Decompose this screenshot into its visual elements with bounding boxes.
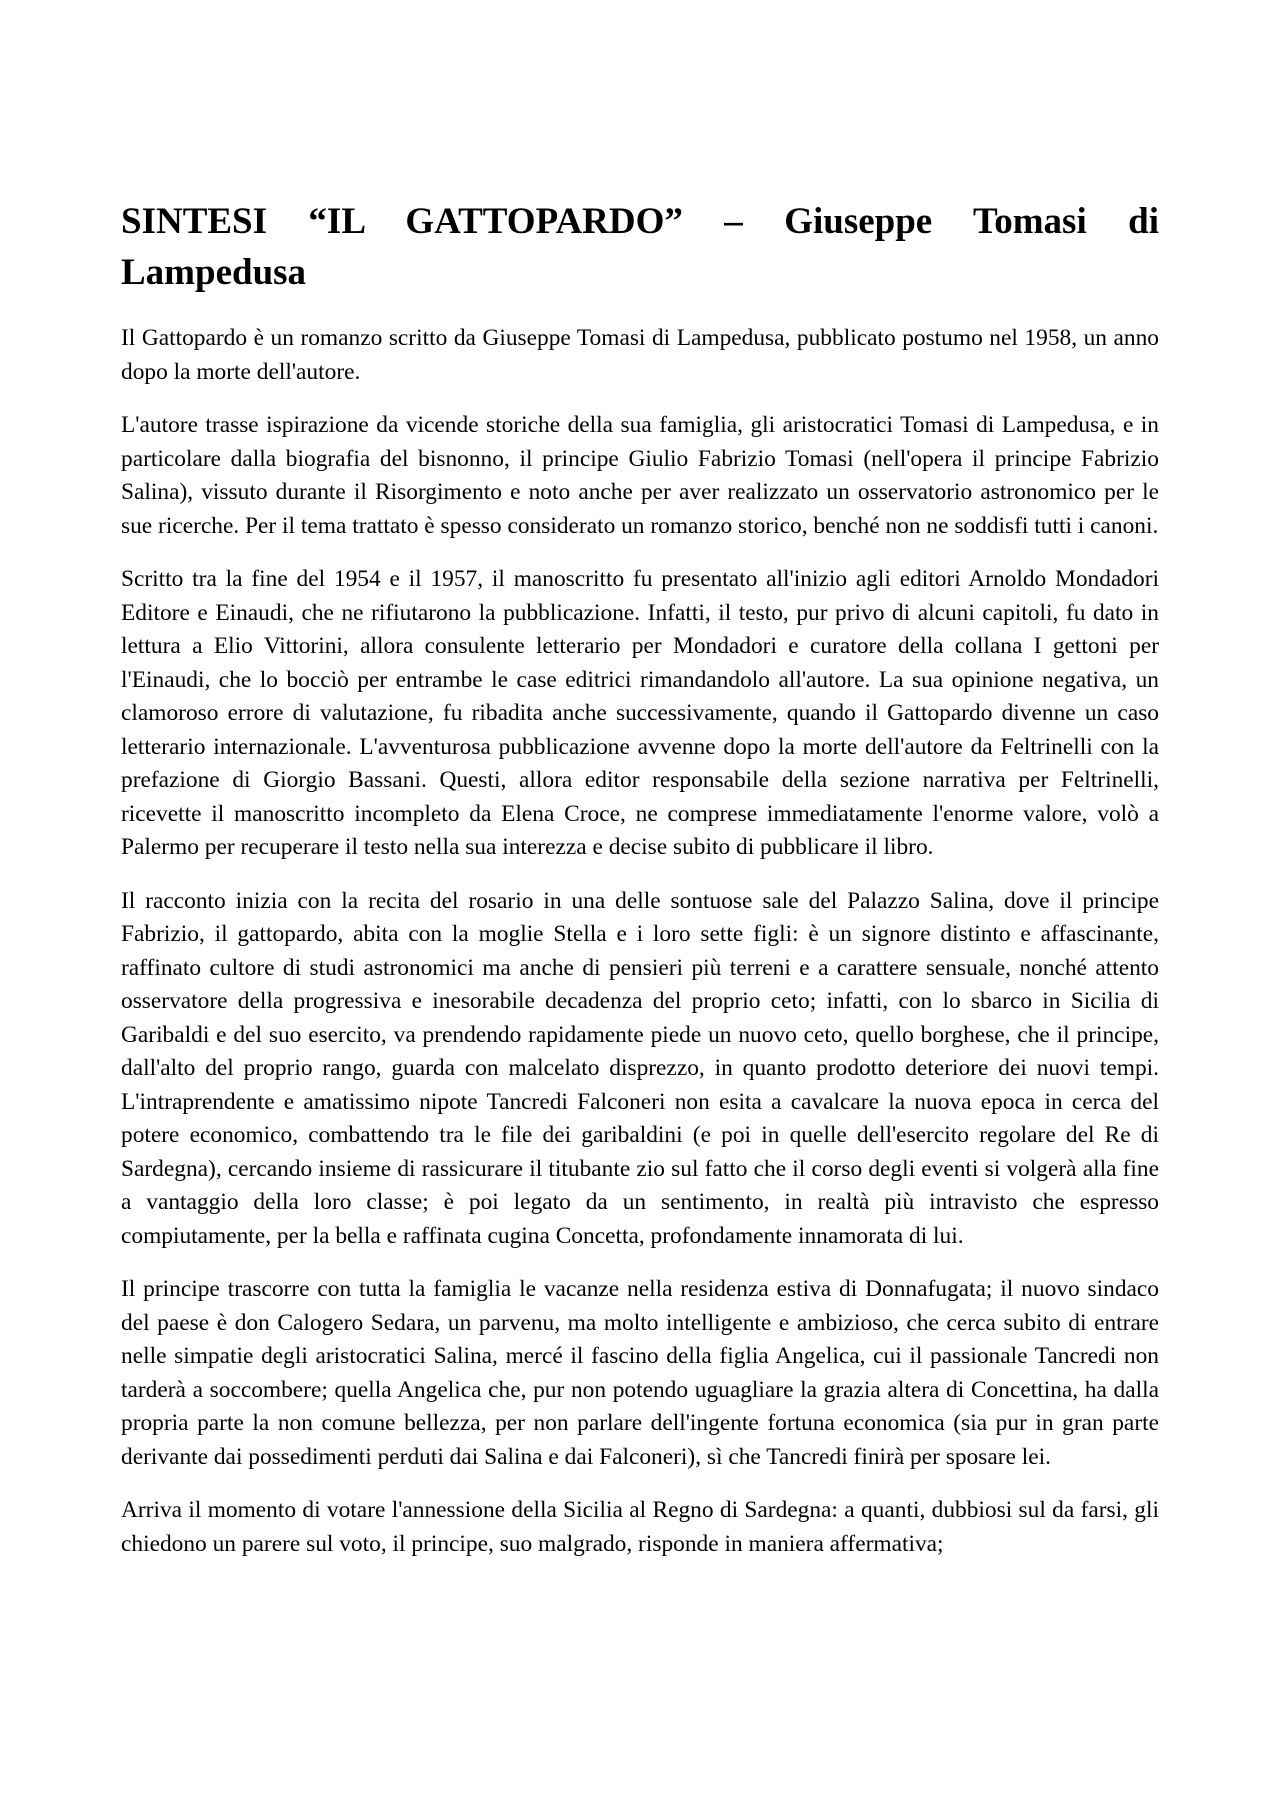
document-title: SINTESI “IL GATTOPARDO” – Giuseppe Tomasi di Lampedusa xyxy=(121,201,1159,293)
paragraph-intro: Il Gattopardo è un romanzo scritto da Giuseppe Tomasi di Lampedusa, pubblicato postumo nel 1958, un anno dopo la morte dell'autore. xyxy=(121,325,1159,385)
paragraph-donnafugata: Il principe trascorre con tutta la famiglia le vacanze nella residenza estiva di Donnafugata; il nuovo sindaco del paese è don Calogero Sedara, un parvenu, ma molto intelligente e ambizioso, che cerca subito di entrare nelle simpatie degli aristocratici Salina, mercé il fascino della figlia Angelica, cui il passionale Tancredi non tarderà a soccombere; quella Angelica che, pur non potendo uguagliare la grazia altera di Concettina, ha dalla propria parte la non comune bellezza, per non parlare dell'ingente fortuna economica (sia pur in gran parte derivante dai possedimenti perduti dai Salina e dai Falconeri), sì che Tancredi finirà per sposare lei. xyxy=(121,1276,1159,1470)
paragraph-story-beginning: Il racconto inizia con la recita del rosario in una delle sontuose sale del Palazzo Salina, dove il principe Fabrizio, il gattopardo, abita con la moglie Stella e i loro sette figli: è un signore distinto e affascinante, raffinato cultore di studi astronomici ma anche di pensieri più terreni e a carattere sensuale, nonché attento osservatore della progressiva e inesorabile decadenza del proprio ceto; infatti, con lo sbarco in Sicilia di Garibaldi e del suo esercito, va prendendo rapidamente piede un nuovo ceto, quello borghese, che il principe, dall'alto del proprio rango, guarda con malcelato disprezzo, in quanto prodotto deteriore dei nuovi tempi. L'intraprendente e amatissimo nipote Tancredi Falconeri non esita a cavalcare la nuova epoca in cerca del potere economico, combattendo tra le file dei garibaldini (e poi in quelle dell'esercito regolare del Re di Sardegna), cercando insieme di rassicurare il titubante zio sul fatto che il corso degli eventi si volgerà alla fine a vantaggio della loro classe; è poi legato da un sentimento, in realtà più intravisto che espresso compiutamente, per la bella e raffinata cugina Concetta, profondamente innamorata di lui. xyxy=(121,887,1159,1249)
paragraph-inspiration: L'autore trasse ispirazione da vicende storiche della sua famiglia, gli aristocratici Tomasi di Lampedusa, e in particolare dalla biografia del bisnonno, il principe Giulio Fabrizio Tomasi (nell'opera il principe Fabrizio Salina), vissuto durante il Risorgimento e noto anche per aver realizzato un osservatorio astronomico per le sue ricerche. Per il tema trattato è spesso considerato un romanzo storico, benché non ne soddisfi tutti i canoni. xyxy=(121,412,1159,539)
document-page xyxy=(121,196,1159,1581)
paragraph-publication: Scritto tra la fine del 1954 e il 1957, il manoscritto fu presentato all'inizio agli editori Arnoldo Mondadori Editore e Einaudi, che ne rifiutarono la pubblicazione. Infatti, il testo, pur privo di alcuni capitoli, fu dato in lettura a Elio Vittorini, allora consulente letterario per Mondadori e curatore della collana I gettoni per l'Einaudi, che lo bocciò per entrambe le case editrici rimandandolo all'autore. La sua opinione negativa, un clamoroso errore di valutazione, fu ribadita anche successivamente, quando il Gattopardo divenne un caso letterario internazionale. L'avventurosa pubblicazione avvenne dopo la morte dell'autore da Feltrinelli con la prefazione di Giorgio Bassani. Questi, allora editor responsabile della sezione narrativa per Feltrinelli, ricevette il manoscritto incompleto da Elena Croce, ne comprese immediatamente l'enorme valore, volò a Palermo per recuperare il testo nella sua interezza e decise subito di pubblicare il libro. xyxy=(121,566,1159,860)
paragraph-annexation: Arriva il momento di votare l'annessione della Sicilia al Regno di Sardegna: a quanti, dubbiosi sul da farsi, gli chiedono un parere sul voto, il principe, suo malgrado, risponde in maniera affermativa; xyxy=(121,1497,1159,1557)
